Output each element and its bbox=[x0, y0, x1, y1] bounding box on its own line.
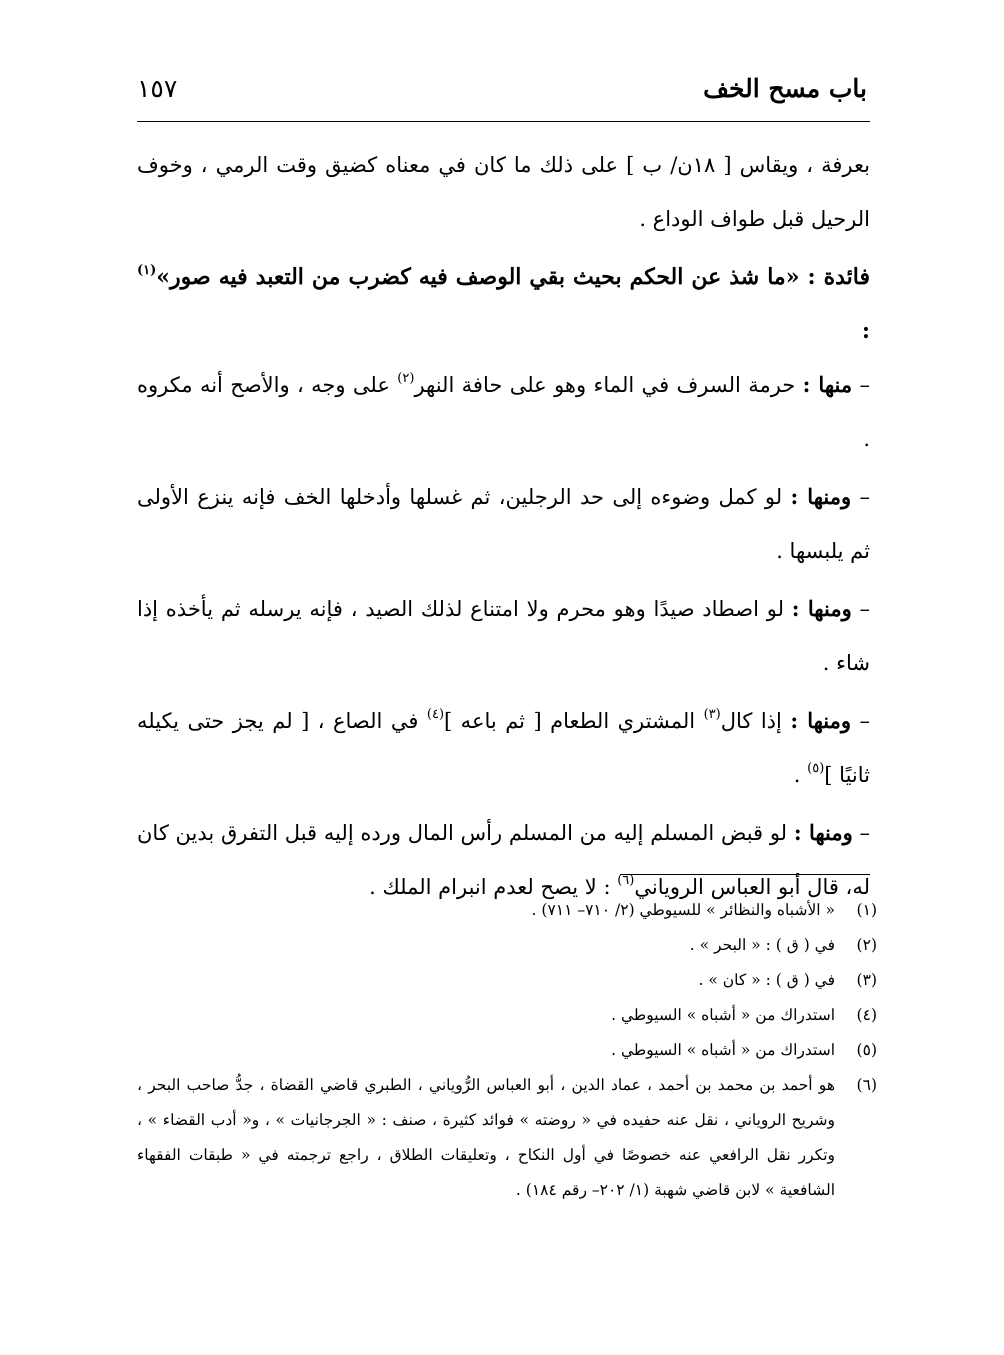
footnote-text: في ( ق ) : « كان » . bbox=[698, 971, 835, 989]
dash: – bbox=[851, 709, 871, 733]
footnote-text: « الأشباه والنظائر » للسيوطي (٢/ ٧١٠– ٧١١) . bbox=[531, 901, 835, 919]
footnote-ref-4: (٤) bbox=[426, 707, 445, 722]
page-number: ١٥٧ bbox=[137, 73, 178, 103]
text: : لا يصح لعدم انبرام الملك . bbox=[369, 875, 618, 899]
minha-label: ومنها : bbox=[793, 820, 853, 845]
footnote-3 bbox=[137, 963, 877, 998]
dash: – bbox=[851, 485, 870, 509]
footnote-separator bbox=[620, 874, 870, 875]
footnote-text: في ( ق ) : « البحر » . bbox=[689, 936, 835, 954]
footnote-number: (٦) bbox=[856, 1076, 877, 1094]
footnotes bbox=[137, 893, 877, 1208]
footnote-number: (١) bbox=[856, 901, 877, 919]
footnote-6 bbox=[137, 1068, 877, 1208]
paragraph-minha-4 bbox=[137, 694, 870, 802]
text: في الصاع ، [ لم يجز حتى يكيله ثانيًا ] bbox=[137, 709, 870, 787]
dash: – bbox=[852, 373, 870, 397]
footnote-ref-1: (١) bbox=[137, 263, 157, 278]
text: لو كمل وضوءه إلى حد الرجلين، ثم غسلها وأدخلها الخف فإنه ينزع الأولى ثم يلبسها . bbox=[137, 485, 870, 563]
page-header bbox=[137, 66, 867, 110]
footnote-ref-5: (٥) bbox=[807, 761, 825, 776]
text: على وجه ، والأصح أنه مكروه . bbox=[137, 373, 870, 451]
footnote-text: استدراك من « أشباه » السيوطي . bbox=[611, 1006, 835, 1024]
footnote-2 bbox=[137, 928, 877, 963]
text: . bbox=[793, 763, 808, 787]
paragraph-minha-1 bbox=[137, 358, 870, 466]
text: لو قبض المسلم إليه من المسلم رأس المال ورده إليه قبل التفرق بدين كان له، قال أبو العباس الروياني bbox=[137, 821, 870, 899]
faida-text: «ما شذ عن الحكم بحيث بقي الوصف فيه كضرب من التعبد فيه صور» bbox=[156, 264, 808, 290]
footnote-ref-2: (٢) bbox=[397, 371, 415, 386]
footnote-number: (٣) bbox=[856, 971, 877, 989]
paragraph-faida bbox=[137, 250, 870, 358]
minha-label: منها : bbox=[802, 372, 853, 397]
footnote-number: (٢) bbox=[856, 936, 877, 954]
main-text bbox=[137, 138, 870, 918]
footnote-number: (٥) bbox=[856, 1041, 877, 1059]
text: لو اصطاد صيدًا وهو محرم ولا امتناع لذلك الصيد ، فإنه يرسله ثم يأخذه إذا شاء . bbox=[137, 597, 870, 675]
faida-label: فائدة : bbox=[807, 264, 871, 290]
chapter-title: باب مسح الخف bbox=[703, 73, 867, 103]
dash: – bbox=[852, 821, 870, 845]
faida-end: : bbox=[861, 318, 870, 344]
footnote-ref-6: (٦) bbox=[617, 873, 635, 888]
text: حرمة السرف في الماء وهو على حافة النهر bbox=[414, 373, 803, 397]
footnote-4 bbox=[137, 998, 877, 1033]
paragraph-minha-2 bbox=[137, 470, 870, 578]
minha-label: ومنها : bbox=[790, 708, 852, 733]
paragraph-1: بعرفة ، ويقاس [ ١٨ن/ ب ] على ذلك ما كان في معناه كضيق وقت الرمي ، وخوف الرحيل قبل طواف الوداع . bbox=[137, 153, 870, 231]
footnote-text: استدراك من « أشباه » السيوطي . bbox=[611, 1041, 835, 1059]
header-rule bbox=[137, 121, 870, 122]
minha-label: ومنها : bbox=[791, 596, 852, 621]
footnote-text: هو أحمد بن محمد بن أحمد ، عماد الدين ، أبو العباس الرُّوياني ، الطبري قاضي القضاة ، جدُّ صاحب البحر ، وشريح الروياني ، نقل عنه حفيده في « روضته » فوائد كثيرة ، صنف : « الجرجانيات » ، و« أدب القضاء » ، وتكرر نقل الرافعي عنه خصوصًا في أول النكاح ، وتعليقات الطلاق ، راجع ترجمته في « طبقات الفقهاء الشافعية » لابن قاضي شهبة (١/ ٢٠٢– رقم ١٨٤) . bbox=[137, 1076, 835, 1199]
paragraph-minha-3 bbox=[137, 582, 870, 690]
footnote-5 bbox=[137, 1033, 877, 1068]
dash: – bbox=[851, 597, 870, 621]
minha-label: ومنها : bbox=[790, 484, 852, 509]
footnote-ref-3: (٣) bbox=[703, 707, 721, 722]
footnote-1 bbox=[137, 893, 877, 928]
text: المشتري الطعام [ ثم باعه ] bbox=[444, 709, 704, 733]
text: إذا كال bbox=[720, 709, 791, 733]
footnote-number: (٤) bbox=[856, 1006, 877, 1024]
